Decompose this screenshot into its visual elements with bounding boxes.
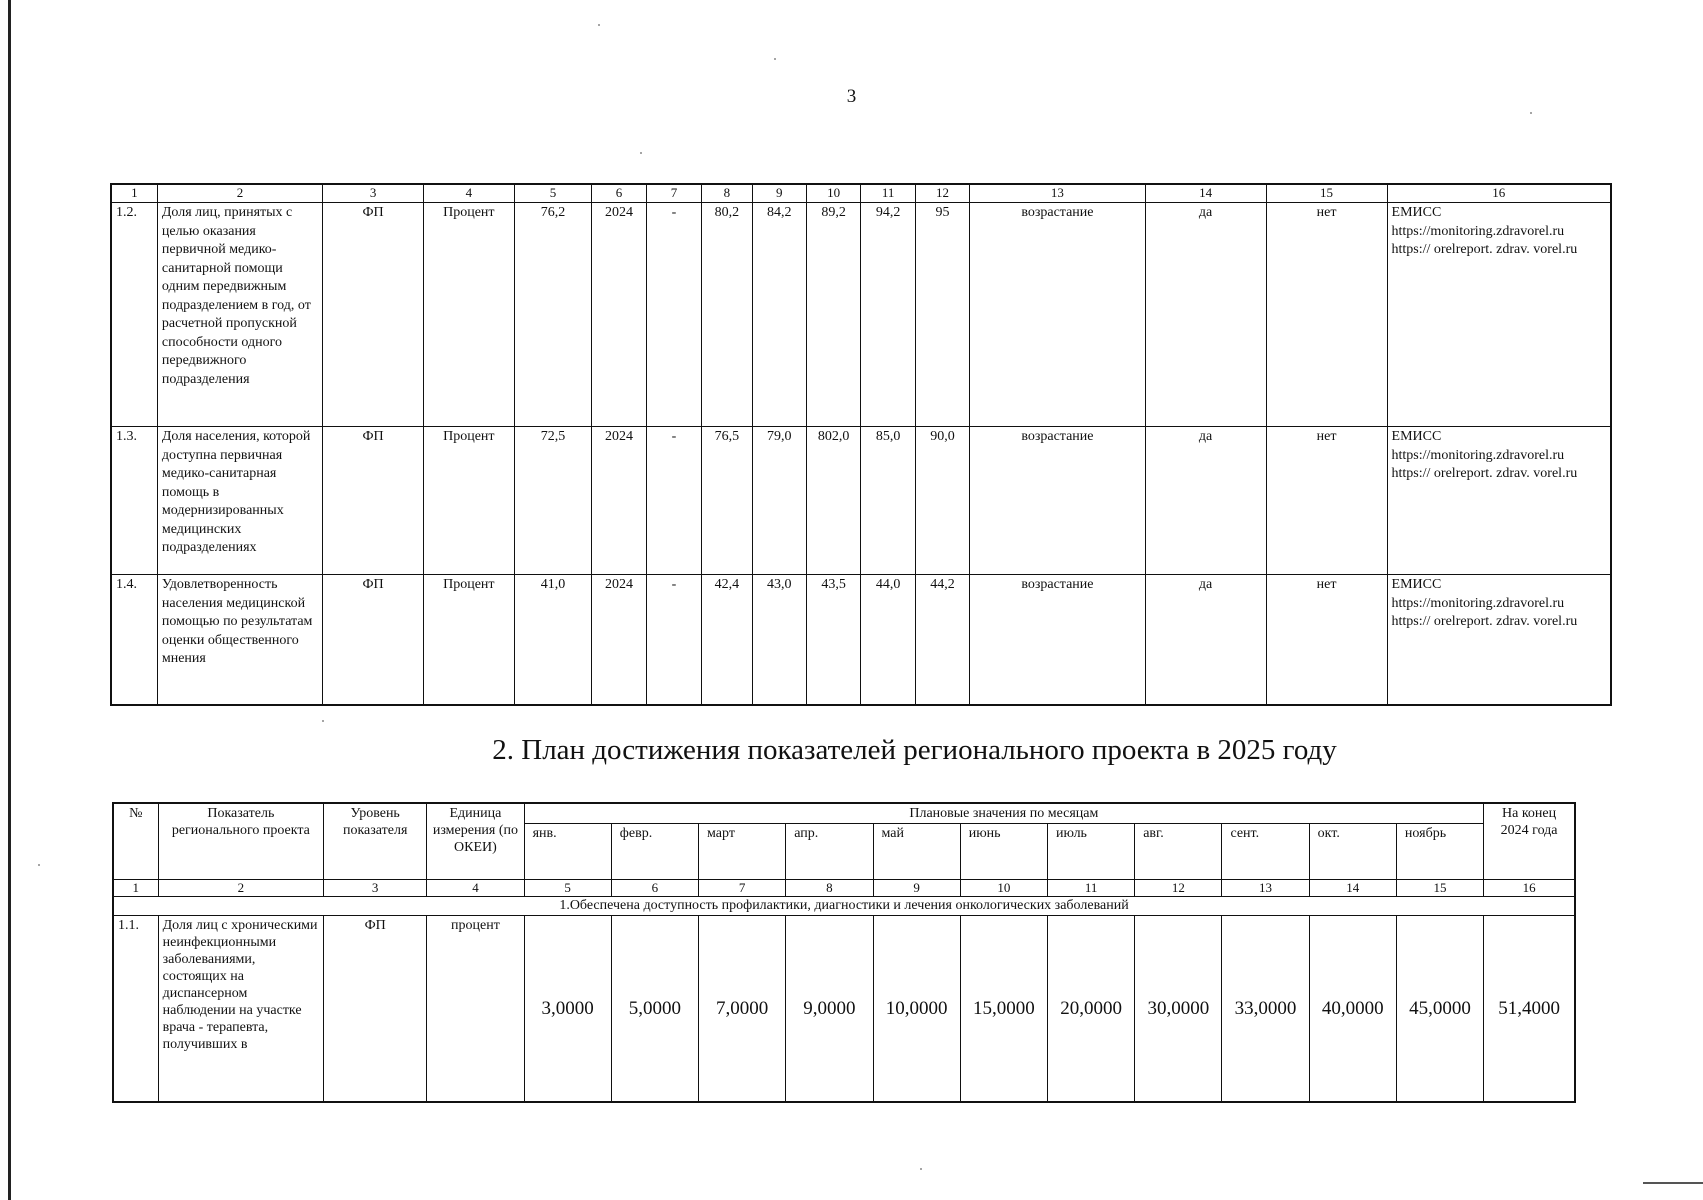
table-row <box>113 916 1575 1102</box>
scan-speck <box>920 1168 922 1170</box>
header-level: Уровень показателя <box>324 803 427 880</box>
base-value: 76,2 <box>514 203 592 427</box>
data-source <box>1387 203 1611 427</box>
column-number: 3 <box>324 880 427 897</box>
column-number: 5 <box>514 184 592 203</box>
data-source <box>1387 575 1611 705</box>
column-number: 8 <box>702 184 752 203</box>
cell-9: 84,2 <box>752 203 806 427</box>
source-url: https:// orelreport. zdrav. vorel.ru <box>1391 242 1578 257</box>
trend: возрастание <box>970 427 1145 575</box>
indicator-name: Доля лиц, принятых с целью оказания первичной медико-санитарной помощи одним передвижным подразделением в год, от расчетной пропускной способности одного передвижного подразделения <box>157 203 322 427</box>
cell-10: 802,0 <box>806 427 860 575</box>
column-number: 14 <box>1309 880 1396 897</box>
monthly-value: 45,0000 <box>1396 916 1483 1102</box>
column-number: 1 <box>111 184 157 203</box>
source-url: https://monitoring.zdravorel.ru <box>1391 595 1565 611</box>
column-number: 10 <box>960 880 1047 897</box>
cell-9: 43,0 <box>752 575 806 705</box>
trend: возрастание <box>970 575 1145 705</box>
cell-10: 89,2 <box>806 203 860 427</box>
row-number: 1.4. <box>111 575 157 705</box>
cell-15: нет <box>1266 203 1387 427</box>
cell-11: 44,0 <box>861 575 915 705</box>
section-label: 1.Обеспечена доступность профилактики, диагностики и лечения онкологических заболеваний <box>113 897 1575 916</box>
month-header: март <box>699 824 786 880</box>
month-header: янв. <box>524 824 611 880</box>
column-number: 6 <box>592 184 646 203</box>
header-number: № <box>113 803 158 880</box>
column-number-row <box>113 880 1575 897</box>
cell-15: нет <box>1266 427 1387 575</box>
scan-speck <box>774 58 776 60</box>
scan-speck <box>1530 112 1532 114</box>
cell-7: - <box>646 203 701 427</box>
plan-table-2025 <box>112 802 1576 1103</box>
indicator-name: Удовлетворенность населения медицинской помощью по результатам оценки общественного мнения <box>157 575 322 705</box>
indicators-table-continued <box>110 183 1612 706</box>
cell-12: 95 <box>915 203 969 427</box>
indicator-level: ФП <box>323 575 424 705</box>
month-header: февр. <box>611 824 698 880</box>
row-number: 1.1. <box>113 916 158 1102</box>
header-indicator: Показатель регионального проекта <box>158 803 323 880</box>
cell-8: 76,5 <box>702 427 752 575</box>
trend: возрастание <box>970 203 1145 427</box>
monthly-value: 15,0000 <box>960 916 1047 1102</box>
scan-speck <box>640 152 642 154</box>
source-url: https:// orelreport. zdrav. vorel.ru <box>1391 614 1578 629</box>
cell-14: да <box>1145 427 1266 575</box>
month-header: июнь <box>960 824 1047 880</box>
column-number: 15 <box>1266 184 1387 203</box>
column-number: 12 <box>1135 880 1222 897</box>
column-number: 7 <box>699 880 786 897</box>
table-row <box>111 427 1611 575</box>
monthly-value: 5,0000 <box>611 916 698 1102</box>
column-number: 13 <box>1222 880 1309 897</box>
source-title: ЕМИСС <box>1391 577 1442 592</box>
column-number: 8 <box>786 880 873 897</box>
cell-8: 42,4 <box>702 575 752 705</box>
monthly-value: 7,0000 <box>699 916 786 1102</box>
month-header: авг. <box>1135 824 1222 880</box>
indicator-level: ФП <box>324 916 427 1102</box>
table-row <box>111 203 1611 427</box>
base-value: 72,5 <box>514 427 592 575</box>
end-of-year-value: 51,4000 <box>1484 916 1575 1102</box>
unit: Процент <box>423 427 514 575</box>
column-number: 9 <box>873 880 960 897</box>
column-number: 16 <box>1387 184 1611 203</box>
column-number: 13 <box>970 184 1145 203</box>
column-number: 11 <box>1047 880 1134 897</box>
header-months-group: Плановые значения по месяцам <box>524 803 1484 824</box>
column-number: 14 <box>1145 184 1266 203</box>
header-unit: Единица измерения (по ОКЕИ) <box>427 803 524 880</box>
column-number: 11 <box>861 184 915 203</box>
monthly-value: 3,0000 <box>524 916 611 1102</box>
column-number: 5 <box>524 880 611 897</box>
cell-7: - <box>646 427 701 575</box>
cell-7: - <box>646 575 701 705</box>
cell-12: 90,0 <box>915 427 969 575</box>
scan-speck <box>322 720 324 722</box>
data-source <box>1387 427 1611 575</box>
source-url: https://monitoring.zdravorel.ru <box>1391 447 1565 463</box>
cell-14: да <box>1145 575 1266 705</box>
monthly-value: 20,0000 <box>1047 916 1134 1102</box>
unit: Процент <box>423 203 514 427</box>
cell-12: 44,2 <box>915 575 969 705</box>
column-number-row <box>111 184 1611 203</box>
column-number: 3 <box>323 184 424 203</box>
indicator-level: ФП <box>323 427 424 575</box>
scan-edge <box>1643 1182 1703 1184</box>
month-header: июль <box>1047 824 1134 880</box>
column-number: 9 <box>752 184 806 203</box>
cell-11: 94,2 <box>861 203 915 427</box>
month-header: окт. <box>1309 824 1396 880</box>
indicator-level: ФП <box>323 203 424 427</box>
scan-speck <box>38 864 40 866</box>
month-header: апр. <box>786 824 873 880</box>
page-number: 3 <box>846 86 857 107</box>
column-number: 4 <box>423 184 514 203</box>
month-header: сент. <box>1222 824 1309 880</box>
base-year: 2024 <box>592 575 646 705</box>
cell-15: нет <box>1266 575 1387 705</box>
column-number: 7 <box>646 184 701 203</box>
source-url: https:// orelreport. zdrav. vorel.ru <box>1391 466 1578 481</box>
base-year: 2024 <box>592 427 646 575</box>
indicator-name: Доля населения, которой доступна первичная медико-санитарная помощь в модернизированных медицинских подразделениях <box>157 427 322 575</box>
monthly-value: 33,0000 <box>1222 916 1309 1102</box>
column-number: 6 <box>611 880 698 897</box>
header-end-of-year: На конец 2024 года <box>1484 803 1575 880</box>
month-header: май <box>873 824 960 880</box>
row-number: 1.2. <box>111 203 157 427</box>
cell-9: 79,0 <box>752 427 806 575</box>
unit: процент <box>427 916 524 1102</box>
column-number: 15 <box>1396 880 1483 897</box>
monthly-value: 10,0000 <box>873 916 960 1102</box>
source-url: https://monitoring.zdravorel.ru <box>1391 223 1565 239</box>
base-year: 2024 <box>592 203 646 427</box>
scan-speck <box>598 24 600 26</box>
source-title: ЕМИСС <box>1391 205 1442 220</box>
unit: Процент <box>423 575 514 705</box>
table-row <box>111 575 1611 705</box>
monthly-value: 9,0000 <box>786 916 873 1102</box>
section-title: 2. План достижения показателей регионального проекта в 2025 году <box>492 734 1337 766</box>
cell-11: 85,0 <box>861 427 915 575</box>
header-row <box>113 803 1575 824</box>
row-number: 1.3. <box>111 427 157 575</box>
indicator-name: Доля лиц с хроническими неинфекционными заболеваниями, состоящих на диспансерном наблюдении на участке врача - терапевта, получивших в <box>158 916 323 1102</box>
scan-edge <box>8 0 11 1200</box>
column-number: 4 <box>427 880 524 897</box>
column-number: 2 <box>158 880 323 897</box>
source-title: ЕМИСС <box>1391 429 1442 444</box>
monthly-value: 40,0000 <box>1309 916 1396 1102</box>
cell-8: 80,2 <box>702 203 752 427</box>
base-value: 41,0 <box>514 575 592 705</box>
column-number: 10 <box>806 184 860 203</box>
cell-10: 43,5 <box>806 575 860 705</box>
column-number: 12 <box>915 184 969 203</box>
column-number: 2 <box>157 184 322 203</box>
monthly-value: 30,0000 <box>1135 916 1222 1102</box>
cell-14: да <box>1145 203 1266 427</box>
section-row <box>113 897 1575 916</box>
column-number: 1 <box>113 880 158 897</box>
month-header: ноябрь <box>1396 824 1483 880</box>
column-number: 16 <box>1484 880 1575 897</box>
